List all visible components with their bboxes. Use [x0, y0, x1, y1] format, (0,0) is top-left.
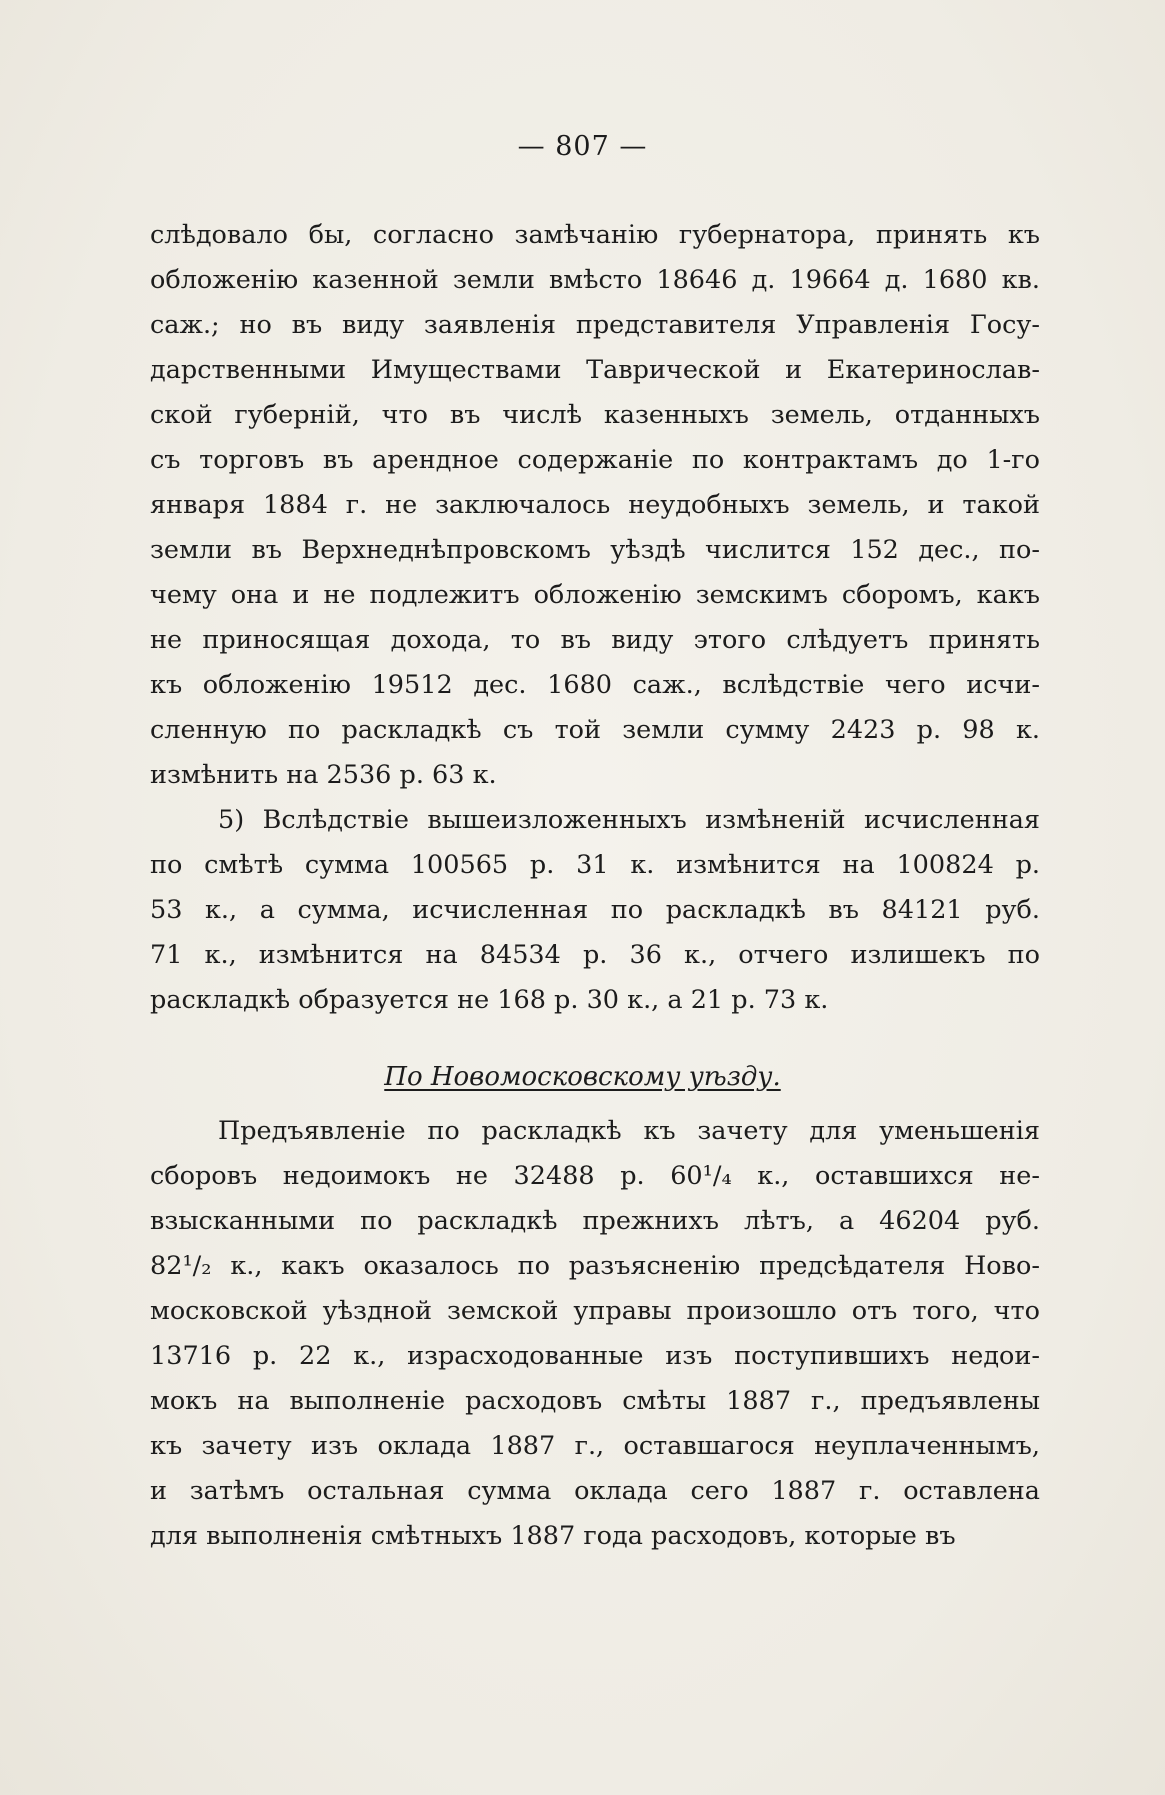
text-line: 53 к., а сумма, исчисленная по раскладкѣ въ 84121 руб.	[150, 895, 1040, 925]
text-line: не приносящая дохода, то въ виду этого слѣдуетъ принять	[150, 625, 1040, 655]
text-line: слѣдовало бы, согласно замѣчанію губернатора, принять къ	[150, 220, 1040, 250]
text-line: раскладкѣ образуется не 168 р. 30 к., а 21 р. 73 к.	[150, 985, 829, 1015]
text-line: сборовъ недоимокъ не 32488 р. 60¹/₄ к., оставшихся не-	[150, 1161, 1040, 1191]
paragraph-block	[150, 213, 1040, 1023]
text-line: земли въ Верхнеднѣпровскомъ уѣздѣ числится 152 дес., по-	[150, 535, 1040, 565]
text-line: саж.; но въ виду заявленія представителя Управленія Госу-	[150, 310, 1040, 340]
text-line: 13716 р. 22 к., израсходованные изъ поступившихъ недои-	[150, 1341, 1040, 1371]
text-line: для выполненія смѣтныхъ 1887 года расходовъ, которые въ	[150, 1521, 956, 1551]
text-line: 82¹/₂ к., какъ оказалось по разъясненію предсѣдателя Ново-	[150, 1251, 1040, 1281]
text-line: дарственными Имуществами Таврической и Екатеринослав-	[150, 355, 1040, 385]
text-line: московской уѣздной земской управы произошло отъ того, что	[150, 1296, 1040, 1326]
text-line: и затѣмъ остальная сумма оклада сего 1887 г. оставлена	[150, 1476, 1040, 1506]
section-heading: По Новомосковскому уѣзду.	[384, 1062, 781, 1092]
text-line: ской губерній, что въ числѣ казенныхъ земель, отданныхъ	[150, 400, 1040, 430]
text-line: по смѣтѣ сумма 100565 р. 31 к. измѣнится на 100824 р.	[150, 850, 1040, 880]
text-line: къ зачету изъ оклада 1887 г., оставшагося неуплаченнымъ,	[150, 1431, 1040, 1461]
text-line: съ торговъ въ арендное содержаніе по контрактамъ до 1-го	[150, 445, 1040, 475]
text-line: чему она и не подлежитъ обложенію земскимъ сборомъ, какъ	[150, 580, 1040, 610]
paragraph-block	[150, 1109, 1040, 1559]
text-line: къ обложенію 19512 дес. 1680 саж., вслѣдствіе чего исчи-	[150, 670, 1040, 700]
text-line: взысканными по раскладкѣ прежнихъ лѣтъ, а 46204 руб.	[150, 1206, 1040, 1236]
text-line: мокъ на выполненіе расходовъ смѣты 1887 г., предъявлены	[150, 1386, 1040, 1416]
page-number: — 807 —	[517, 131, 648, 162]
text-line: Предъявленіе по раскладкѣ къ зачету для уменьшенія	[218, 1116, 1040, 1146]
text-line: 71 к., измѣнится на 84534 р. 36 к., отчего излишекъ по	[150, 940, 1040, 970]
text-line: января 1884 г. не заключалось неудобныхъ земель, и такой	[150, 490, 1040, 520]
text-line: измѣнить на 2536 р. 63 к.	[150, 760, 497, 790]
text-line: обложенію казенной земли вмѣсто 18646 д. 19664 д. 1680 кв.	[150, 265, 1040, 295]
text-line: сленную по раскладкѣ съ той земли сумму 2423 р. 98 к.	[150, 715, 1040, 745]
text-line: 5) Вслѣдствіе вышеизложенныхъ измѣненій исчисленная	[218, 805, 1040, 835]
